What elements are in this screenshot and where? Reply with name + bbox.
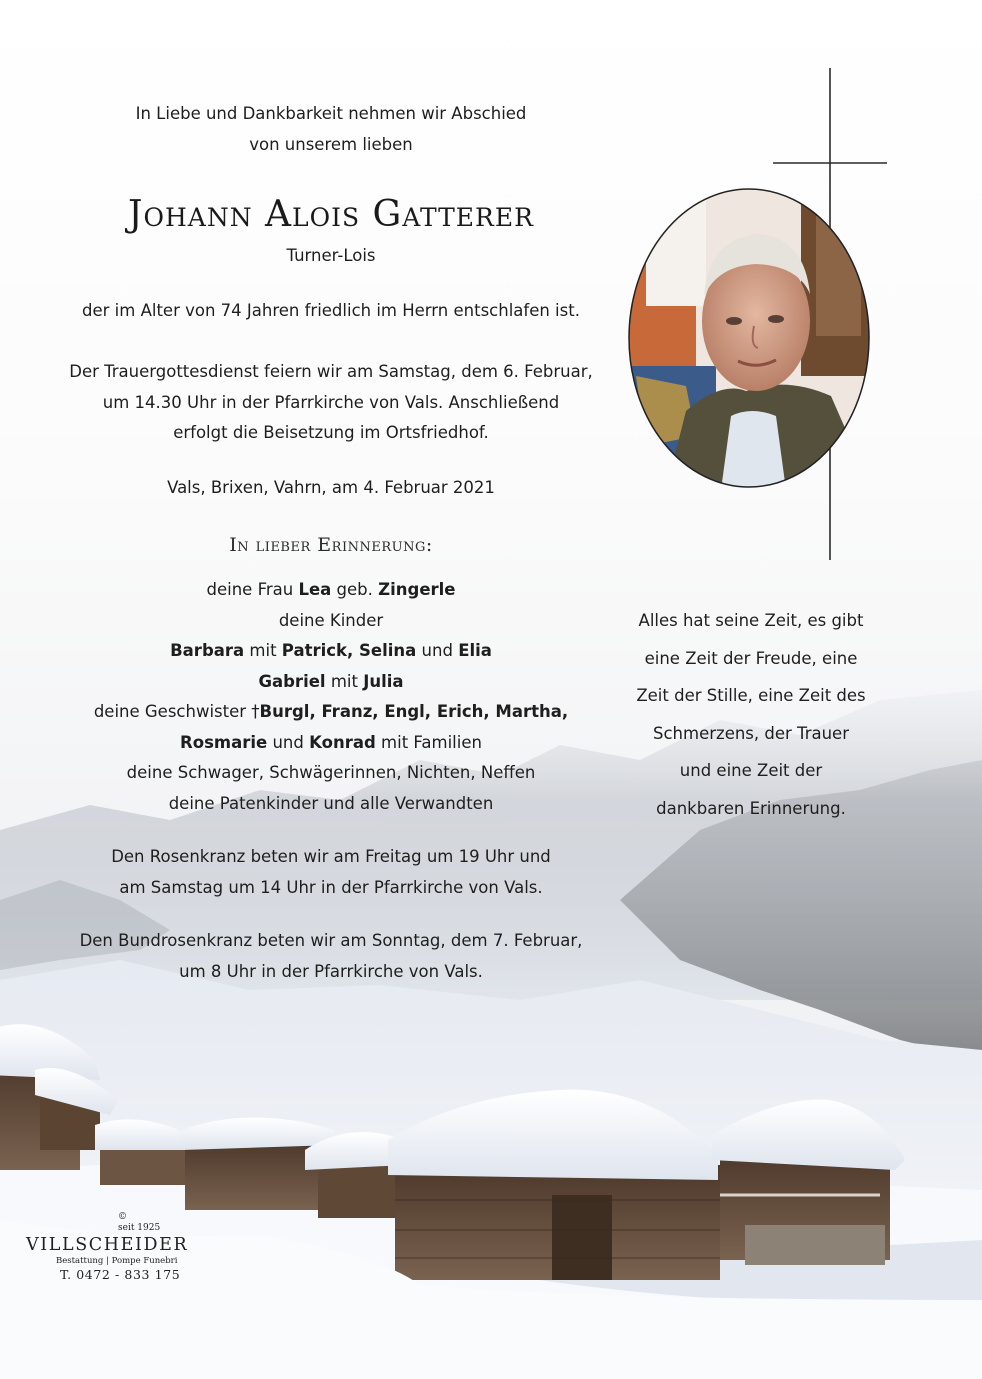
mourner-text: geb.: [331, 580, 379, 599]
mourner-line-children: deine Kinder: [278, 610, 384, 630]
mourner-text: und: [267, 732, 310, 752]
mourner-name: Barbara: [170, 641, 245, 660]
funeral-home-name: VILLSCHEIDER: [26, 1235, 189, 1255]
mourner-name: Zingerle: [378, 580, 456, 599]
place-date: Vals, Brixen, Vahrn, am 4. Februar 2021: [167, 478, 495, 497]
mourner-line-relatives: deine Patenkinder und alle Verwandten: [168, 793, 494, 813]
mourner-line-siblings: [60, 697, 602, 728]
mourner-name: Julia: [363, 671, 404, 691]
mourner-text: deine Geschwister †: [93, 702, 260, 721]
mourner-name: Lea: [298, 580, 332, 599]
age-text: der im Alter von 74 Jahren friedlich im Herrn entschlafen ist.: [82, 301, 580, 320]
mourner-text: mit: [244, 641, 282, 660]
quote-line-3: Zeit der Stille, eine Zeit des: [636, 686, 866, 705]
quote-line-4: Schmerzens, der Trauer: [653, 723, 849, 743]
mourner-line-in-laws: deine Schwager, Schwägerinnen, Nichten, Neffen: [126, 763, 536, 782]
mourners-list: [60, 575, 602, 819]
deceased-name: Johann Alois Gatterer: [128, 194, 534, 235]
memory-heading: In lieber Erinnerung:: [229, 534, 433, 556]
mourner-line-barbara: [60, 636, 602, 667]
since-label: seit 1925: [118, 1223, 161, 1233]
bund-rosary-line-2: um 8 Uhr in der Pfarrkirche von Vals.: [179, 961, 483, 981]
service-info: [60, 357, 602, 449]
funeral-home-subtitle: Bestattung | Pompe Funebri: [56, 1256, 178, 1266]
mourner-name: Rosmarie: [180, 732, 268, 752]
copyright-mark: ©: [118, 1212, 127, 1222]
service-line-3: erfolgt die Beisetzung im Ortsfriedhof.: [173, 423, 489, 442]
bund-rosary-line-1: Den Bundrosenkranz beten wir am Sonntag, dem 7. Februar,: [79, 931, 583, 950]
mourner-line-siblings-2: [60, 728, 602, 759]
funeral-home-logo: [26, 1212, 216, 1283]
funeral-home-phone: T. 0472 - 833 175: [60, 1267, 181, 1282]
mourner-text: und: [416, 641, 459, 660]
mourner-name: Burgl, Franz, Engl, Erich, Martha,: [259, 702, 569, 721]
mourner-name: Gabriel: [258, 671, 326, 691]
service-line-1: Der Trauergottesdienst feiern wir am Samstag, dem 6. Februar,: [69, 362, 593, 381]
mourner-text: mit Familien: [375, 732, 482, 752]
nickname: Turner-Lois: [286, 246, 376, 265]
quote-line-6: dankbaren Erinnerung.: [656, 798, 846, 818]
rosary-line-1: Den Rosenkranz beten wir am Freitag um 19 Uhr und: [111, 847, 551, 866]
intro-line-2: von unserem lieben: [249, 134, 413, 154]
mourner-name: Patrick, Selina: [281, 641, 417, 660]
mourner-text: deine Frau: [206, 580, 299, 599]
quote-line-2: eine Zeit der Freude, eine: [644, 648, 858, 668]
quote-text: [610, 602, 892, 827]
service-line-2: um 14.30 Uhr in der Pfarrkirche von Vals. Anschließend: [102, 392, 560, 412]
mourner-line-gabriel: [60, 667, 602, 698]
mourner-text: mit: [325, 671, 364, 691]
portrait-photo: [626, 186, 872, 490]
quote-line-1: Alles hat seine Zeit, es gibt: [638, 611, 864, 630]
mourner-name: Konrad: [309, 732, 376, 752]
bund-rosary-info: [60, 926, 602, 987]
rosary-info: [60, 842, 602, 903]
rosary-line-2: am Samstag um 14 Uhr in der Pfarrkirche von Vals.: [119, 877, 543, 897]
intro-line-1: In Liebe und Dankbarkeit nehmen wir Abschied: [135, 104, 527, 123]
intro-text: [60, 99, 602, 160]
quote-line-5: und eine Zeit der: [679, 761, 823, 780]
mourner-name: Elia: [458, 641, 492, 660]
mourner-line-wife: [60, 575, 602, 606]
